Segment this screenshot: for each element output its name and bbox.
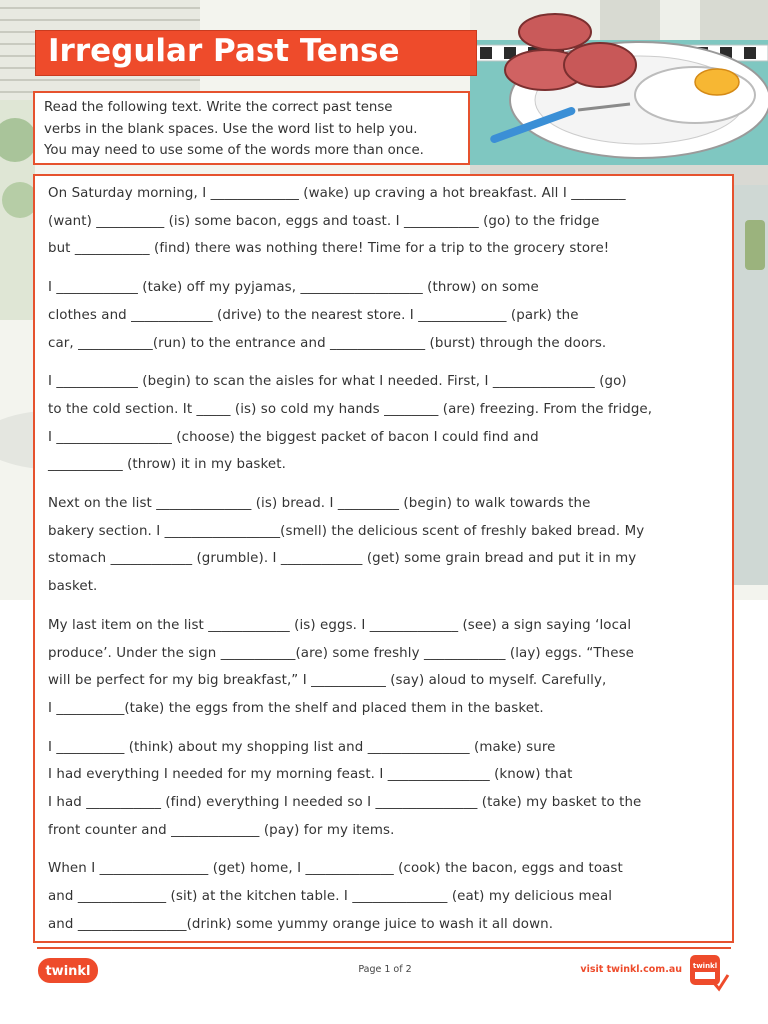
instruction-line: verbs in the blank spaces. Use the word list to help you. [44, 121, 418, 137]
text-line: I ____________ (begin) to scan the aisles for what I needed. First, I _______________ (go) [48, 374, 627, 390]
text-line: I ____________ (take) off my pyjamas, __________________ (throw) on some [48, 280, 539, 296]
paragraph [48, 180, 722, 263]
text-line: bakery section. I _________________(smell) the delicious scent of freshly baked bread. My [48, 523, 645, 539]
text-line: (want) __________ (is) some bacon, eggs and toast. I ___________ (go) to the fridge [48, 213, 600, 229]
text-line: ___________ (throw) it in my basket. [48, 457, 286, 473]
text-line: When I ________________ (get) home, I _____________ (cook) the bacon, eggs and toast [48, 861, 623, 877]
paragraph [48, 274, 722, 357]
worksheet-text-box [33, 174, 734, 943]
text-line: and ________________(drink) some yummy orange juice to wash it all down. [48, 916, 554, 932]
text-line: produce’. Under the sign ___________(are) some freshly ____________ (lay) eggs. “These [48, 645, 635, 661]
badge-text: twinkl [692, 962, 718, 970]
paragraph [48, 612, 722, 723]
text-line: but ___________ (find) there was nothing there! Time for a trip to the grocery store! [48, 241, 610, 257]
logo-text: twinkl [45, 964, 91, 979]
paragraph [48, 490, 722, 601]
text-line: basket. [48, 579, 98, 595]
page-number: Page 1 of 2 [358, 964, 412, 975]
text-line: will be perfect for my big breakfast,” I ___________ (say) aloud to myself. Carefully, [48, 673, 607, 689]
page-title: Irregular Past Tense [48, 33, 400, 69]
instructions-box [33, 91, 470, 165]
paragraph [48, 368, 722, 479]
text-line: I __________ (think) about my shopping list and _______________ (make) sure [48, 739, 556, 755]
text-line: I had everything I needed for my morning feast. I _______________ (know) that [48, 767, 573, 783]
text-line: Next on the list ______________ (is) bread. I _________ (begin) to walk towards the [48, 496, 591, 512]
text-line: stomach ____________ (grumble). I ____________ (get) some grain bread and put it in my [48, 551, 637, 567]
text-line: I __________(take) the eggs from the shelf and placed them in the basket. [48, 700, 544, 716]
text-line: I _________________ (choose) the biggest packet of bacon I could find and [48, 429, 539, 445]
footer-divider [37, 947, 731, 949]
website-link[interactable]: visit twinkl.com.au [580, 964, 682, 975]
text-line: clothes and ____________ (drive) to the nearest store. I _____________ (park) the [48, 307, 579, 323]
instruction-line: You may need to use some of the words more than once. [44, 143, 424, 158]
paragraph [48, 734, 722, 845]
paragraph [48, 855, 722, 938]
text-line: front counter and _____________ (pay) for my items. [48, 822, 395, 838]
text-line: I had ___________ (find) everything I needed so I _______________ (take) my basket to the [48, 795, 642, 811]
instruction-line: Read the following text. Write the correct past tense [44, 100, 393, 115]
text-line: My last item on the list ____________ (is) eggs. I _____________ (see) a sign saying ‘local [48, 617, 632, 633]
title-banner [35, 30, 477, 76]
text-line: car, ___________(run) to the entrance and ______________ (burst) through the doors. [48, 335, 607, 351]
twinkl-logo [37, 957, 99, 984]
text-line: On Saturday morning, I _____________ (wake) up craving a hot breakfast. All I ________ [48, 186, 626, 201]
text-line: to the cold section. It _____ (is) so cold my hands ________ (are) freezing. From the fridge, [48, 401, 653, 417]
quality-badge [688, 953, 730, 993]
text-line: and _____________ (sit) at the kitchen table. I ______________ (eat) my delicious meal [48, 889, 613, 905]
